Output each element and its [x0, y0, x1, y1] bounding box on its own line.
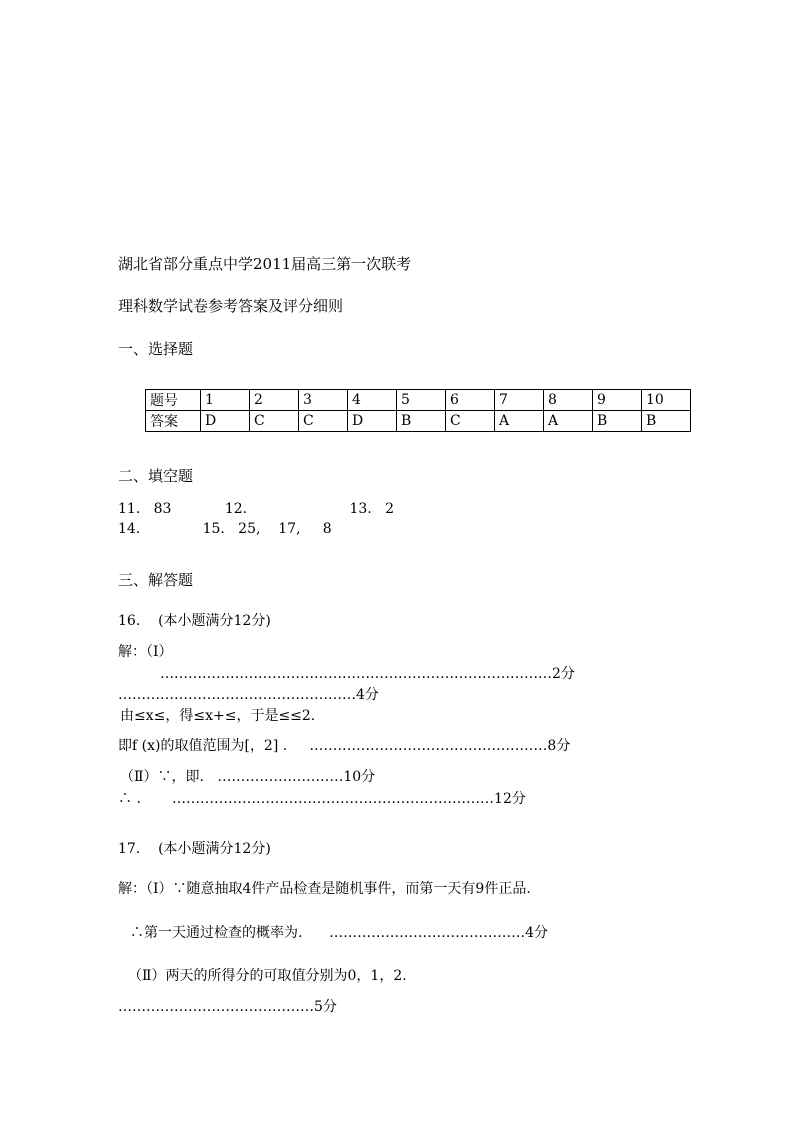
q17-solution-line: 解：（Ⅰ）∵随意抽取4件产品检查是随机事件，而第一天有9件正品. — [118, 881, 531, 897]
fill-in-answers-line-2: 14. 15. 25, 17, 8 — [118, 521, 332, 537]
table-cell: 2 — [250, 390, 299, 411]
section-heading-fill-in: 二、填空题 — [118, 467, 194, 485]
q17-title: 17. (本小题满分12分) — [118, 841, 271, 857]
table-cell: D — [201, 411, 250, 432]
table-header-answer: 答案 — [146, 411, 201, 432]
table-cell: 10 — [642, 390, 691, 411]
table-cell: 8 — [544, 390, 593, 411]
table-cell: C — [446, 411, 495, 432]
table-cell: 3 — [299, 390, 348, 411]
q16-solution-line: ……………………………………………4分 — [118, 687, 379, 703]
table-cell: B — [642, 411, 691, 432]
table-cell: C — [250, 411, 299, 432]
table-cell: 9 — [593, 390, 642, 411]
q16-solution-line: 由≤x≤，得≤x+≤，于是≤≤2. — [120, 708, 316, 724]
table-header-number: 题号 — [146, 390, 201, 411]
fill-in-answers-line-1: 11. 83 12. 13. 2 — [118, 501, 394, 517]
table-cell: B — [397, 411, 446, 432]
document-title: 湖北省部分重点中学2011届高三第一次联考 — [118, 255, 412, 273]
table-cell: C — [299, 411, 348, 432]
q16-solution-line: 即f (x)的取值范围为[，2] . ……………………………………………8分 — [118, 738, 571, 754]
q16-solution-line: 解：（Ⅰ） — [118, 644, 173, 660]
table-cell: 7 — [495, 390, 544, 411]
section-heading-multiple-choice: 一、选择题 — [118, 340, 194, 358]
q17-solution-line: ∴第一天通过检查的概率为. ……………………………………4分 — [130, 925, 549, 941]
table-cell: 5 — [397, 390, 446, 411]
table-cell: B — [593, 411, 642, 432]
section-heading-solutions: 三、解答题 — [118, 571, 194, 589]
table-cell: A — [495, 411, 544, 432]
table-cell: A — [544, 411, 593, 432]
table-cell: 6 — [446, 390, 495, 411]
table-cell: 4 — [348, 390, 397, 411]
table-row-numbers — [146, 390, 691, 411]
table-cell: D — [348, 411, 397, 432]
q16-solution-line: ∴ . ……………………………………………………………12分 — [118, 791, 526, 807]
table-row-answers — [146, 411, 691, 432]
table-cell: 1 — [201, 390, 250, 411]
q16-solution-line: （Ⅱ）∵，即. ………………………10分 — [120, 769, 376, 785]
q17-solution-line: ……………………………………5分 — [118, 999, 337, 1015]
q16-title: 16. (本小题满分12分) — [118, 613, 271, 629]
q17-solution-line: （Ⅱ）两天的所得分的可取值分别为0，1，2. — [128, 968, 407, 984]
answer-table — [145, 389, 691, 432]
q16-solution-line: …………………………………………………………………………2分 — [160, 666, 575, 682]
document-subtitle: 理科数学试卷参考答案及评分细则 — [118, 297, 344, 315]
